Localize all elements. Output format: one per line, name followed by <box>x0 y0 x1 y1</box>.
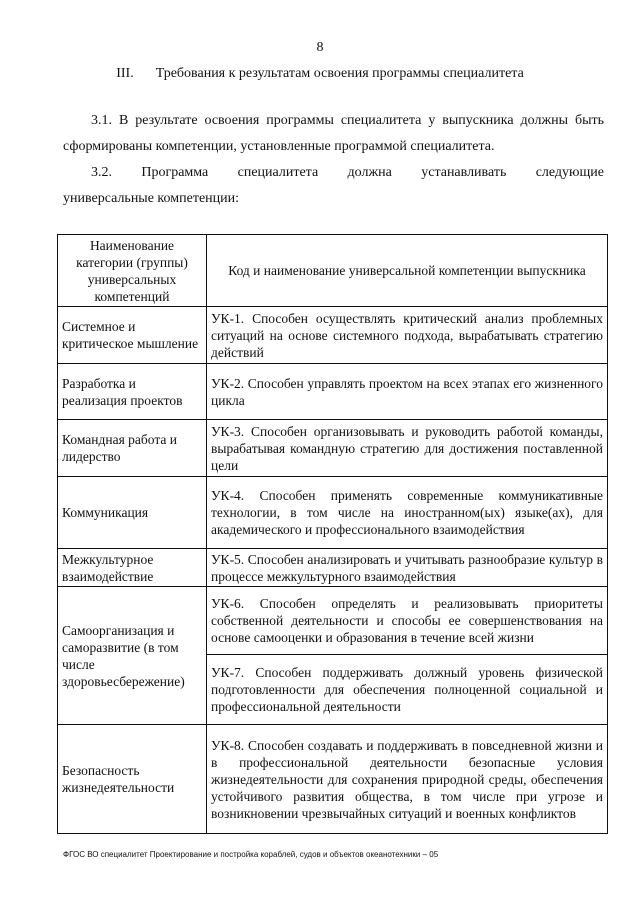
paragraph-3-2: 3.2. Программа специалитета должна устанавливать следующие <box>91 165 604 180</box>
table-row <box>58 725 608 834</box>
section-heading <box>0 66 640 82</box>
category-cell: Системное и критическое мышление <box>58 307 207 364</box>
table-row <box>58 307 608 364</box>
document-footer: ФГОС ВО специалитет Проектирование и постройка кораблей, судов и объектов океанотехники – 05 <box>63 850 439 859</box>
competency-cell: УК-1. Способен осуществлять критический анализ проблемных ситуаций на основе системного подхода, вырабатывать стратегию действий <box>207 307 608 364</box>
competency-cell: УК-6. Способен определять и реализовывать приоритеты собственной деятельности и способы ее совершенствования на основе самооценки и образования в течение всей жизни <box>207 587 608 655</box>
category-cell: Межкультурное взаимодействие <box>58 549 207 587</box>
competency-cell: УК-3. Способен организовывать и руководить работой команды, вырабатывая командную стратегию для достижения поставленной цели <box>207 420 608 477</box>
category-cell: Самоорганизация и саморазвитие (в том числе здоровьесбережение) <box>58 587 207 725</box>
table-row <box>58 549 608 587</box>
competency-cell: УК-7. Способен поддерживать должный уровень физической подготовленности для обеспечения полноценной социальной и профессиональной деятельности <box>207 655 608 725</box>
paragraph-3-2-continued: универсальные компетенции: <box>63 191 240 206</box>
category-cell: Безопасность жизнедеятельности <box>58 725 207 834</box>
header-code: Код и наименование универсальной компетенции выпускника <box>207 235 608 307</box>
category-cell: Командная работа и лидерство <box>58 420 207 477</box>
category-cell: Коммуникация <box>58 477 207 549</box>
competency-cell: УК-2. Способен управлять проектом на всех этапах его жизненного цикла <box>207 364 608 420</box>
table-row <box>58 420 608 477</box>
competencies-table <box>57 234 608 834</box>
competency-cell: УК-5. Способен анализировать и учитывать разнообразие культур в процессе межкультурного взаимодействия <box>207 549 608 587</box>
competency-cell: УК-4. Способен применять современные коммуникативные технологии, в том числе на иностранном(ых) языке(ах), для академического и профессионального взаимодействия <box>207 477 608 549</box>
competency-cell: УК-8. Способен создавать и поддерживать в повседневной жизни и в профессиональной деятельности безопасные условия жизнедеятельности для сохранения природной среды, обеспечения устойчивого развития общества, в том числе при угрозе и возникновении чрезвычайных ситуаций и военных конфликтов <box>207 725 608 834</box>
table-row <box>58 477 608 549</box>
table-row <box>58 364 608 420</box>
section-title: Требования к результатам освоения программы специалитета <box>155 66 524 81</box>
category-cell: Разработка и реализация проектов <box>58 364 207 420</box>
paragraph-3-1: 3.1. В результате освоения программы специалитета у выпускника должны быть сформированы компетенции, установленные программой специалитета. <box>63 113 604 154</box>
table-header-row <box>58 235 608 307</box>
section-number: III. <box>116 66 134 81</box>
table-row <box>58 587 608 655</box>
page-number: 8 <box>316 40 324 55</box>
header-category: Наименование категории (группы) универсальных компетенций <box>58 235 207 307</box>
